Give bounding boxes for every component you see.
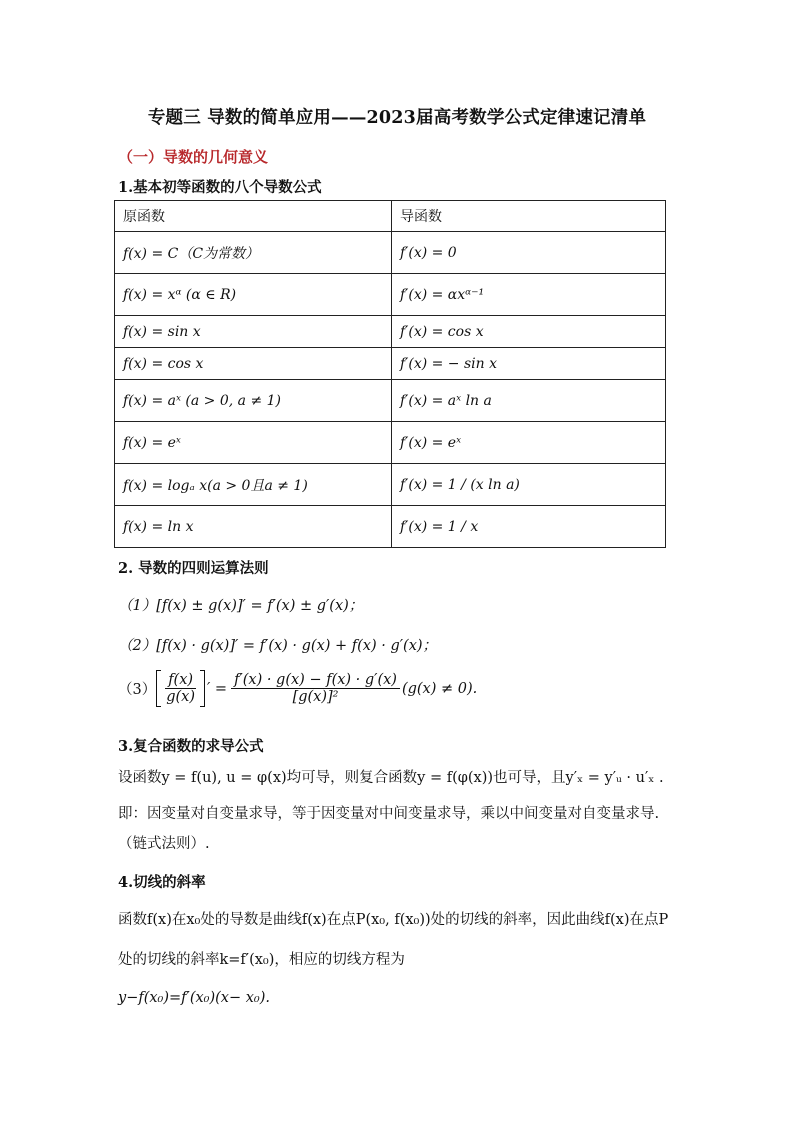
cell-derivative: f′(x) = cos x <box>392 316 666 348</box>
quotient-denominator: [g(x)]² <box>292 689 339 705</box>
inner-denominator: g(x) <box>166 689 196 705</box>
cell-derivative: f′(x) = − sin x <box>392 348 666 380</box>
cell-derivative: f′(x) = 1 / (x ln a) <box>392 464 666 506</box>
heading-basic-derivative-formulas: 1.基本初等函数的八个导数公式 <box>118 179 322 196</box>
rule-quotient-index: （3） <box>118 682 157 698</box>
heading-tangent-slope: 4.切线的斜率 <box>118 874 206 891</box>
table-row <box>115 316 666 348</box>
table-row <box>115 274 666 316</box>
rule-quotient: （3） $\frac{f(x)}{g(x)}$ ′ = $\frac{f'(x) \cdot g(x) - f(x) \cdot g'(x)}{\text{[g(x)]²}}$ (g(x) ≠ 0). <box>118 672 478 705</box>
cell-original: f(x) = logₐ x(a > 0且a ≠ 1) <box>115 464 392 506</box>
composite-explanation: 即：因变量对自变量求导，等于因变量对中间变量求导，乘以中间变量对自变量求导.（链式法则）. <box>118 806 660 852</box>
cell-original: f(x) = ln x <box>115 506 392 548</box>
cell-original: f(x) = sin x <box>115 316 392 348</box>
tangent-statement: 函数f(x)在x₀处的导数是曲线f(x)在点P(x₀, f(x₀))处的切线的斜率，因此曲线f(x)在点P处的切线的斜率k=f′(x₀)，相应的切线方程为 <box>118 912 669 968</box>
inner-numerator: f(x) <box>165 672 196 689</box>
quotient-bracket <box>156 670 205 707</box>
cell-original: f(x) = aˣ (a > 0, a ≠ 1) <box>115 380 392 422</box>
inner-fraction <box>163 672 198 705</box>
quotient-condition: (g(x) ≠ 0). <box>401 680 478 697</box>
section-heading-geometric-meaning: （一）导数的几何意义 <box>118 148 269 166</box>
table-row <box>115 422 666 464</box>
cell-original: f(x) = xᵅ (α ∈ R) <box>115 274 392 316</box>
table-row <box>115 232 666 274</box>
heading-composite-derivative: 3.复合函数的求导公式 <box>118 738 264 755</box>
page-title: 专题三 导数的简单应用——2023届高考数学公式定律速记清单 <box>147 108 647 128</box>
quotient-fraction <box>231 672 400 705</box>
cell-original: f(x) = cos x <box>115 348 392 380</box>
table-row <box>115 380 666 422</box>
cell-original: f(x) = C（C为常数） <box>115 232 392 274</box>
cell-derivative: f′(x) = eˣ <box>392 422 666 464</box>
rule-product: （2）[f(x) · g(x)]′ = f′(x) · g(x) + f(x) · g′(x)； <box>118 638 438 654</box>
tangent-equation: y−f(x₀)=f′(x₀)(x− x₀). <box>118 990 270 1006</box>
rule-sum-difference: （1）[f(x) ± g(x)]′ = f′(x) ± g′(x)； <box>118 598 364 614</box>
header-original-function: 原函数 <box>115 201 392 232</box>
cell-derivative: f′(x) = αxᵅ⁻¹ <box>392 274 666 316</box>
quotient-numerator: f′(x) · g(x) − f(x) · g′(x) <box>231 672 400 689</box>
header-derivative-function: 导函数 <box>392 201 666 232</box>
table-row <box>115 464 666 506</box>
cell-original: f(x) = eˣ <box>115 422 392 464</box>
heading-arithmetic-rules: 2. 导数的四则运算法则 <box>118 560 269 577</box>
table-row <box>115 348 666 380</box>
cell-derivative: f′(x) = 0 <box>392 232 666 274</box>
derivative-formula-table <box>114 200 666 548</box>
cell-derivative: f′(x) = 1 / x <box>392 506 666 548</box>
composite-statement: 设函数y = f(u), u = φ(x)均可导，则复合函数y = f(φ(x))也可导，且y′ₓ = y′ᵤ · u′ₓ . <box>118 770 664 786</box>
table-row <box>115 506 666 548</box>
table-header-row <box>115 201 666 232</box>
cell-derivative: f′(x) = aˣ ln a <box>392 380 666 422</box>
